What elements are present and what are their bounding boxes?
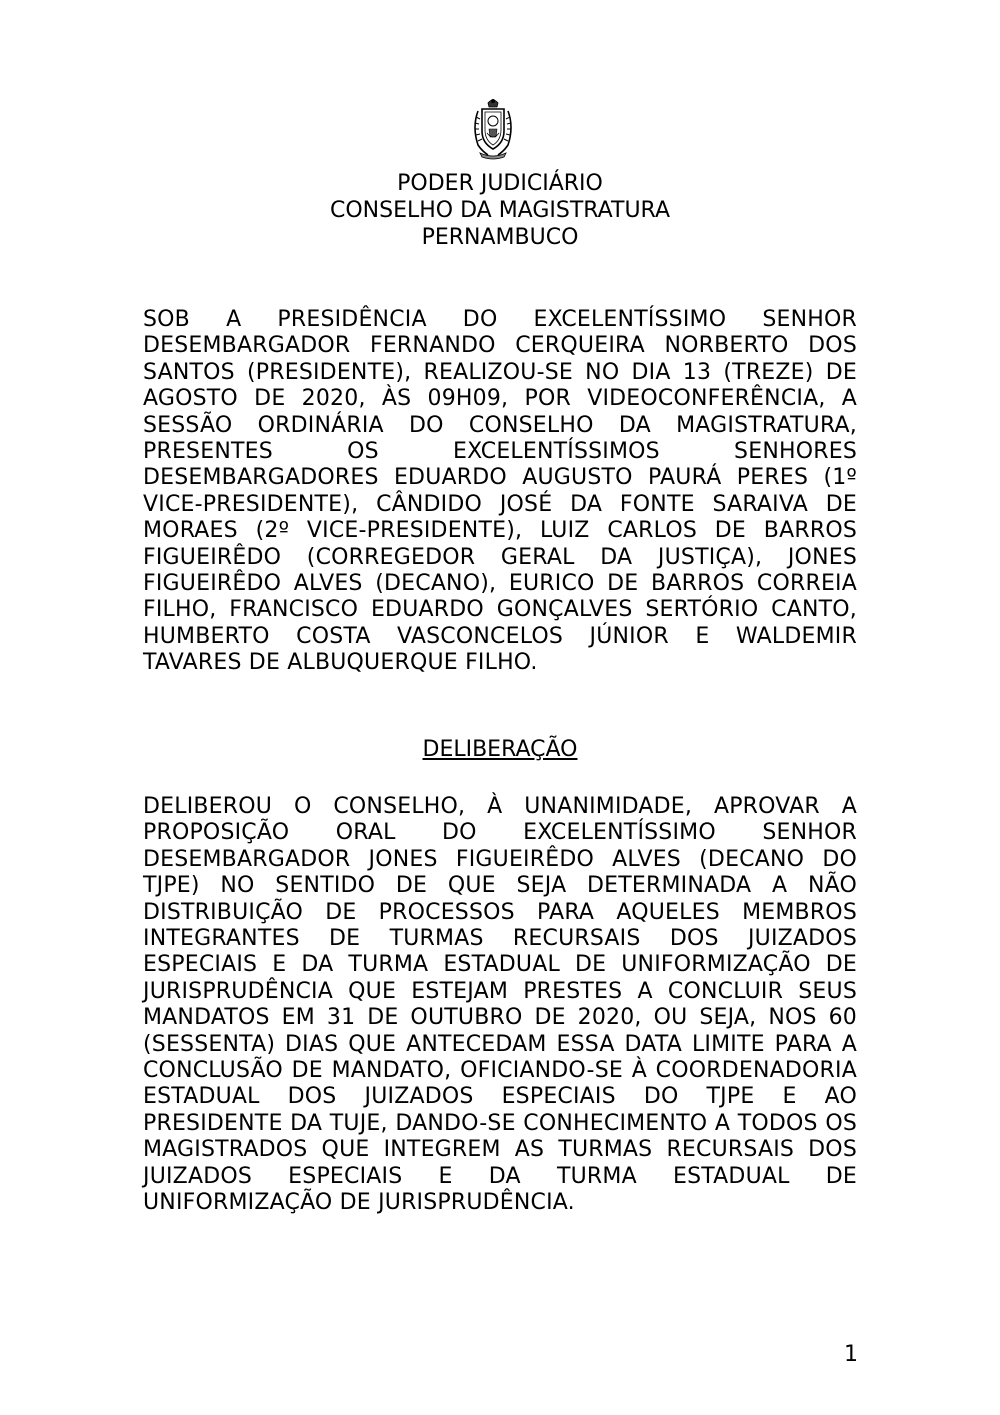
section-title	[0, 737, 1000, 763]
document-header	[0, 170, 1000, 251]
section-title-text: DELIBERAÇÃO	[422, 737, 578, 762]
coat-of-arms-icon	[470, 97, 516, 161]
page-number: 1	[844, 1342, 858, 1367]
header-line-state: PERNAMBUCO	[421, 225, 579, 250]
deliberation-paragraph: DELIBEROU O CONSELHO, À UNANIMIDADE, APROVAR A PROPOSIÇÃO ORAL DO EXCELENTÍSSIMO SENHOR DESEMBARGADOR JONES FIGUEIRÊDO ALVES (DECANO DO TJPE) NO SENTIDO DE QUE SEJA DETERMINADA A NÃO DISTRIBUIÇÃO DE PROCESSOS PARA AQUELES MEMBROS INTEGRANTES DE TURMAS RECURSAIS DOS JUIZADOS ESPECIAIS E DA TURMA ESTADUAL DE UNIFORMIZAÇÃO DE JURISPRUDÊNCIA QUE ESTEJAM PRESTES A CONCLUIR SEUS MANDATOS EM 31 DE OUTUBRO DE 2020, OU SEJA, NOS 60 (SESSENTA) DIAS QUE ANTECEDAM ESSA DATA LIMITE PARA A CONCLUSÃO DE MANDATO, OFICIANDO-SE À COORDENADORIA ESTADUAL DOS JUIZADOS ESPECIAIS DO TJPE E AO PRESIDENTE DA TUJE, DANDO-SE CONHECIMENTO A TODOS OS MAGISTRADOS QUE INTEGREM AS TURMAS RECURSAIS DOS JUIZADOS ESPECIAIS E DA TURMA ESTADUAL DE UNIFORMIZAÇÃO DE JURISPRUDÊNCIA.	[143, 794, 857, 1216]
header-line-judiciary: PODER JUDICIÁRIO	[397, 171, 603, 196]
header-line-council: CONSELHO DA MAGISTRATURA	[329, 198, 670, 223]
intro-paragraph: SOB A PRESIDÊNCIA DO EXCELENTÍSSIMO SENHOR DESEMBARGADOR FERNANDO CERQUEIRA NORBERTO DOS SANTOS (PRESIDENTE), REALIZOU-SE NO DIA 13 (TREZE) DE AGOSTO DE 2020, ÀS 09H09, POR VIDEOCONFERÊNCIA, A SESSÃO ORDINÁRIA DO CONSELHO DA MAGISTRATURA, PRESENTES OS EXCELENTÍSSIMOS SENHORES DESEMBARGADORES EDUARDO AUGUSTO PAURÁ PERES (1º VICE-PRESIDENTE), CÂNDIDO JOSÉ DA FONTE SARAIVA DE MORAES (2º VICE-PRESIDENTE), LUIZ CARLOS DE BARROS FIGUEIRÊDO (CORREGEDOR GERAL DA JUSTIÇA), JONES FIGUEIRÊDO ALVES (DECANO), EURICO DE BARROS CORREIA FILHO, FRANCISCO EDUARDO GONÇALVES SERTÓRIO CANTO, HUMBERTO COSTA VASCONCELOS JÚNIOR E WALDEMIR TAVARES DE ALBUQUERQUE FILHO.	[143, 307, 857, 676]
